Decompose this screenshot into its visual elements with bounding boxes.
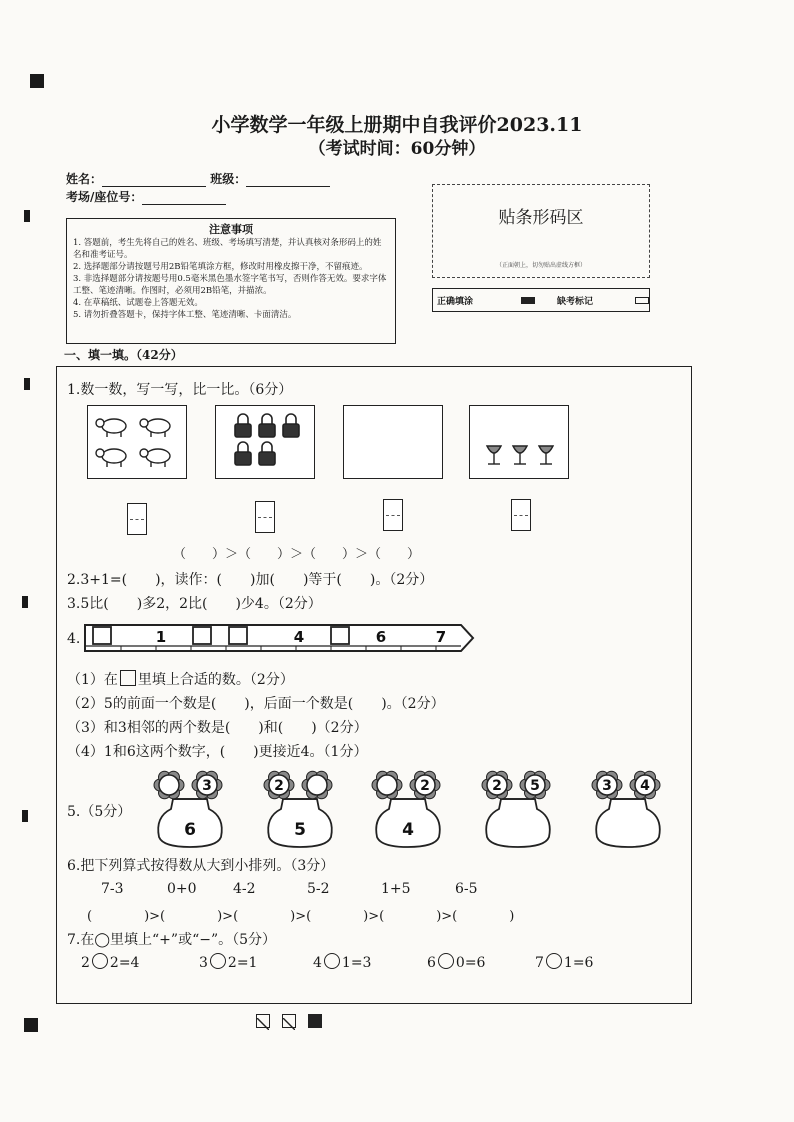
- q7-prompt: 7.在◯里填上“+”或“−”。（5分）: [67, 932, 277, 948]
- q7-item[interactable]: [535, 953, 593, 971]
- picture-locks: [215, 405, 315, 479]
- flower-blank[interactable]: [307, 775, 327, 795]
- page-mark-slash: [256, 1014, 270, 1028]
- seat-field-row: [66, 188, 226, 205]
- picture-glasses: [469, 405, 569, 479]
- q7-operand: 4: [313, 955, 322, 971]
- glass-icon: [470, 406, 568, 478]
- notice-item: 1. 答题前，考生先将自己的姓名、班级、考场填写清楚，并认真核对条形码上的姓名和准考证号。: [73, 238, 382, 260]
- vase-right-number: 5: [530, 778, 540, 794]
- write-box[interactable]: [127, 503, 147, 535]
- page-mark-slash: [282, 1014, 296, 1028]
- q4-sub4[interactable]: （4）1和6这两个数字，( )更接近4。（1分）: [67, 744, 368, 760]
- q6-expression: 7-3: [101, 881, 124, 897]
- write-box[interactable]: [255, 501, 275, 533]
- ruler-answer-box[interactable]: [229, 627, 247, 644]
- picture-sheep: [87, 405, 187, 479]
- q4-sub1-before: （1）在: [67, 672, 118, 688]
- notice-item: 5. 请勿折叠答题卡，保持字体工整、笔迹清晰、卡面清洁。: [73, 310, 297, 320]
- registration-mark: [22, 596, 28, 608]
- seat-label: 考场/座位号：: [66, 190, 143, 204]
- ruler-answer-box[interactable]: [331, 627, 349, 644]
- q7-operand: 3: [199, 955, 208, 971]
- absent-label: 缺考标记: [557, 296, 594, 307]
- operator-circle[interactable]: [438, 953, 454, 969]
- vase-right-number: 4: [640, 778, 650, 794]
- vase-figure: [583, 765, 673, 851]
- notice-heading: 注意事项: [209, 223, 253, 236]
- number-ruler: [81, 617, 481, 659]
- barcode-hint: （正面朝上，切勿贴出虚线方框）: [495, 262, 586, 269]
- filled-swatch: [521, 297, 535, 304]
- class-input-line[interactable]: [246, 172, 330, 187]
- q6-prompt: 6.把下列算式按得数从大到小排列。（3分）: [67, 858, 335, 874]
- q7-operand: 6: [427, 955, 436, 971]
- name-field-row: [66, 170, 330, 187]
- vase-figure: [145, 765, 235, 851]
- question-area: [56, 366, 692, 1004]
- q7-operand: 2: [81, 955, 90, 971]
- class-label: 班级：: [210, 172, 247, 186]
- q7-rest: 1=6: [563, 955, 594, 971]
- notice-item: 3. 非选择题部分请按题号用0.5毫米黑色墨水签字笔书写，否则作答无效。要求字体工整、笔迹清晰。作图时，必须用2B铅笔，并描浓。: [73, 274, 387, 296]
- operator-circle[interactable]: [324, 953, 340, 969]
- q2-prompt[interactable]: 2.3+1=( )，读作：( )加( )等于( )。（2分）: [67, 572, 434, 588]
- q3-prompt[interactable]: 3.5比( )多2，2比( )少4。（2分）: [67, 596, 322, 612]
- ruler-number: 6: [375, 628, 387, 646]
- name-label: 姓名：: [66, 172, 103, 186]
- vase-right-number: 2: [420, 778, 430, 794]
- flower-blank[interactable]: [159, 775, 179, 795]
- page-mark-filled: [308, 1014, 322, 1028]
- registration-mark: [24, 1018, 38, 1032]
- correct-fill-label: 正确填涂: [437, 296, 474, 307]
- operator-circle[interactable]: [92, 953, 108, 969]
- q6-expression: 4-2: [233, 881, 256, 897]
- vase-figure: [255, 765, 345, 851]
- write-box[interactable]: [383, 499, 403, 531]
- slash-icon: [257, 1018, 269, 1030]
- barcode-area[interactable]: [432, 184, 650, 278]
- q7-operand: 7: [535, 955, 544, 971]
- section-title: 一、填一填。（42分）: [64, 348, 183, 362]
- vase-figure: [363, 765, 453, 851]
- ruler-number: 4: [293, 628, 305, 646]
- q7-item[interactable]: [313, 953, 371, 971]
- page-subtitle: （考试时间：60分钟）: [308, 139, 486, 159]
- registration-mark: [30, 74, 44, 88]
- q7-rest: 1=3: [341, 955, 372, 971]
- vase-figure: [473, 765, 563, 851]
- q7-item[interactable]: [199, 953, 257, 971]
- slash-icon: [283, 1018, 295, 1030]
- q4-label: 4.: [67, 631, 81, 647]
- vase-blank[interactable]: [596, 799, 660, 847]
- ruler-answer-box[interactable]: [193, 627, 211, 644]
- q6-order-row[interactable]: ( )>( )>( )>( )>( )>( ): [87, 909, 515, 924]
- q4-sub1-after: 里填上合适的数。（2分）: [137, 672, 294, 688]
- vase-right-number: 3: [202, 778, 212, 794]
- vase-left-number: 2: [492, 778, 502, 794]
- square-symbol: [120, 670, 136, 686]
- operator-circle[interactable]: [546, 953, 562, 969]
- registration-mark: [22, 810, 28, 822]
- vase-blank[interactable]: [486, 799, 550, 847]
- operator-circle[interactable]: [210, 953, 226, 969]
- write-box[interactable]: [511, 499, 531, 531]
- q7-rest: 2=1: [227, 955, 258, 971]
- sheep-icon: [88, 406, 186, 478]
- vase-left-number: 2: [274, 778, 284, 794]
- padlock-icon: [216, 406, 314, 478]
- q4-sub1: [67, 669, 294, 689]
- picture-empty: [343, 405, 443, 479]
- q7-rest: 2=4: [109, 955, 140, 971]
- q6-expression: 1+5: [381, 881, 411, 897]
- notice-item: 4. 在草稿纸、试题卷上答题无效。: [73, 298, 203, 308]
- q6-expression: 6-5: [455, 881, 478, 897]
- q7-item[interactable]: [427, 953, 485, 971]
- vase-left-number: 3: [602, 778, 612, 794]
- vase-base-number: 4: [402, 820, 414, 840]
- q4-sub3[interactable]: （3）和3相邻的两个数是( )和( )（2分）: [67, 720, 368, 736]
- q5-label: 5.（5分）: [67, 804, 132, 820]
- ruler-answer-box[interactable]: [93, 627, 111, 644]
- registration-mark: [24, 210, 30, 222]
- q7-item[interactable]: [81, 953, 139, 971]
- absent-mark-box[interactable]: [635, 297, 649, 304]
- q7-rest: 0=6: [455, 955, 486, 971]
- seat-input-line[interactable]: [142, 190, 226, 205]
- fill-legend: [432, 288, 650, 312]
- barcode-label: 贴条形码区: [498, 208, 584, 228]
- registration-mark: [24, 378, 30, 390]
- q6-expression: 5-2: [307, 881, 330, 897]
- vase-base-number: 6: [184, 820, 196, 840]
- flower-blank[interactable]: [377, 775, 397, 795]
- name-input-line[interactable]: [102, 172, 206, 187]
- q4-sub2[interactable]: （2）5的前面一个数是( )，后面一个数是( )。（2分）: [67, 696, 445, 712]
- notice-item: 2. 选择题部分请按题号用2B铅笔填涂方框，修改时用橡皮擦干净，不留痕迹。: [73, 262, 368, 272]
- q1-prompt: 1.数一数，写一写，比一比。（6分）: [67, 382, 293, 398]
- ruler-number: 1: [155, 628, 167, 646]
- q1-compare-row[interactable]: （ ）＞（ ）＞（ ）＞（ ）: [173, 547, 421, 562]
- q6-expression: 0+0: [167, 881, 197, 897]
- notice-box: [66, 218, 396, 344]
- vase-base-number: 5: [294, 820, 306, 840]
- ruler-number: 7: [435, 628, 447, 646]
- page-title: 小学数学一年级上册期中自我评价2023.11: [211, 114, 583, 136]
